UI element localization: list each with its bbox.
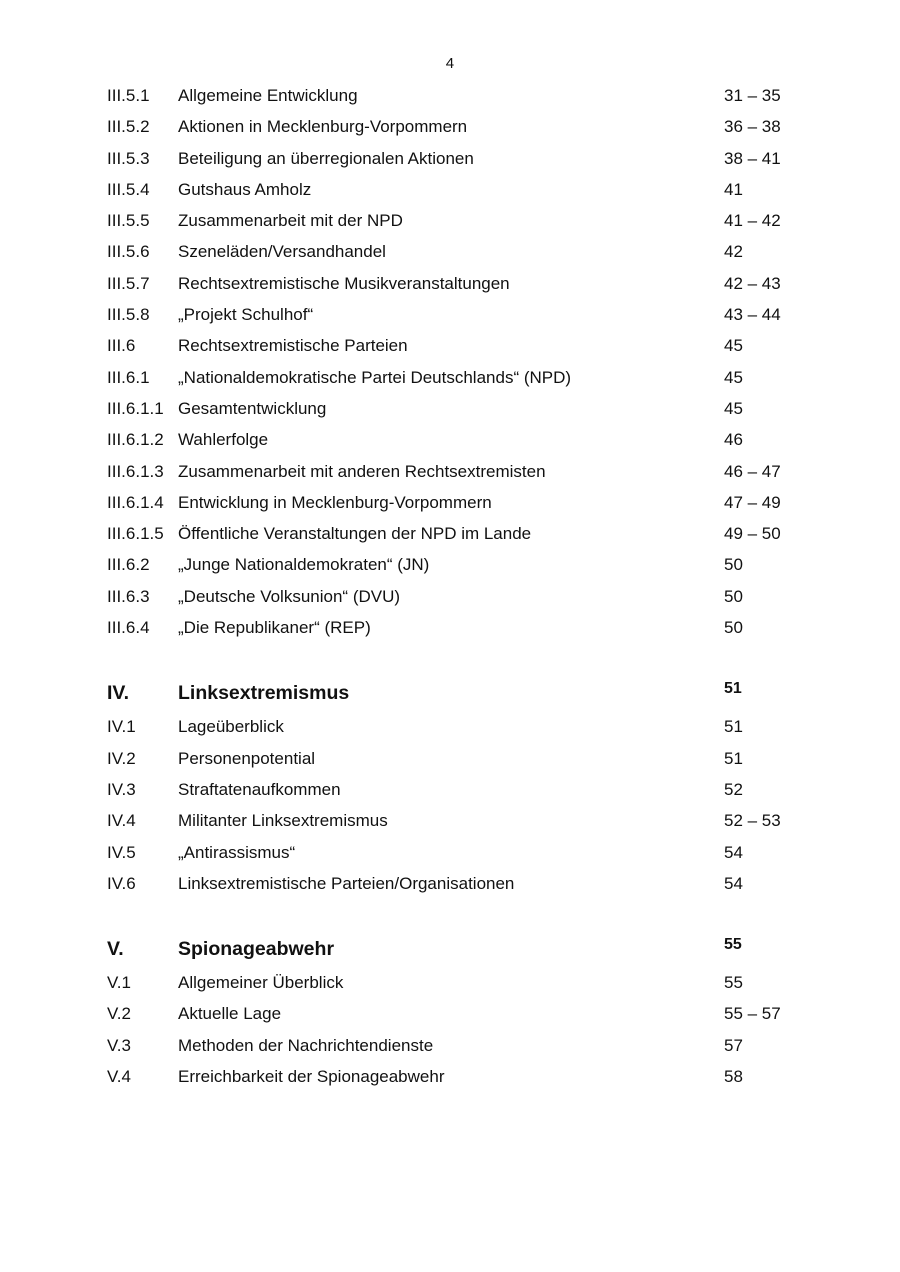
entry-number: III.5.8 bbox=[107, 305, 150, 325]
entry-number: III.5.7 bbox=[107, 273, 150, 293]
entry-title: Methoden der Nachrichtendienste bbox=[178, 1035, 434, 1055]
entry-number: III.6.4 bbox=[107, 618, 150, 638]
entry-number: IV.5 bbox=[107, 842, 136, 862]
entry-number: III.6 bbox=[107, 336, 136, 356]
entry-number: IV.2 bbox=[107, 748, 136, 768]
toc-entry-III-5-4[interactable] bbox=[107, 174, 807, 205]
toc-entry-III-5-8[interactable] bbox=[107, 299, 807, 330]
entry-title: Zusammenarbeit mit anderen Rechtsextremisten bbox=[178, 461, 546, 481]
toc-entry-IV-2[interactable] bbox=[107, 743, 807, 774]
toc-entry-III-5-2[interactable] bbox=[107, 111, 807, 142]
entry-title: „Deutsche Volksunion“ (DVU) bbox=[178, 586, 401, 606]
toc-entry-IV-4[interactable] bbox=[107, 805, 807, 836]
toc-entry-IV-3[interactable] bbox=[107, 774, 807, 805]
entry-title: Gesamtentwicklung bbox=[178, 398, 327, 418]
toc-entry-III-5-3[interactable] bbox=[107, 143, 807, 174]
entry-title: Aktionen in Mecklenburg-Vorpommern bbox=[178, 117, 468, 137]
entry-number: V.2 bbox=[107, 1004, 131, 1024]
entry-pages: 45 bbox=[724, 398, 743, 418]
entry-pages: 36 – 38 bbox=[724, 117, 781, 137]
toc-entry-III-6-3[interactable] bbox=[107, 581, 807, 612]
entry-pages: 55 – 57 bbox=[724, 1004, 781, 1024]
entry-title: Zusammenarbeit mit der NPD bbox=[178, 211, 403, 231]
section-spacer bbox=[107, 643, 807, 675]
toc-heading-V[interactable] bbox=[107, 931, 807, 967]
entry-title: Öffentliche Veranstaltungen der NPD im Lande bbox=[178, 524, 532, 544]
entry-pages: 42 bbox=[724, 242, 743, 262]
toc-entry-V-3[interactable] bbox=[107, 1030, 807, 1061]
entry-number: III.6.1.3 bbox=[107, 461, 164, 481]
heading-title: Linksextremismus bbox=[178, 682, 350, 705]
heading-number: IV. bbox=[107, 682, 130, 705]
entry-number: III.6.1.4 bbox=[107, 492, 164, 512]
entry-pages: 46 bbox=[724, 430, 743, 450]
entry-pages: 58 bbox=[724, 1067, 743, 1087]
toc-entry-III-5-7[interactable] bbox=[107, 268, 807, 299]
toc-entry-III-6-1-1[interactable] bbox=[107, 393, 807, 424]
entry-title: Gutshaus Amholz bbox=[178, 179, 312, 199]
entry-pages: 45 bbox=[724, 336, 743, 356]
toc-entry-III-6-1-5[interactable] bbox=[107, 518, 807, 549]
toc-entry-IV-5[interactable] bbox=[107, 837, 807, 868]
entry-pages: 57 bbox=[724, 1035, 743, 1055]
entry-title: Allgemeine Entwicklung bbox=[178, 86, 358, 105]
entry-title: Personenpotential bbox=[178, 748, 316, 768]
entry-number: IV.4 bbox=[107, 811, 136, 831]
entry-pages: 54 bbox=[724, 842, 743, 862]
entry-title: Wahlerfolge bbox=[178, 430, 269, 450]
entry-number: IV.3 bbox=[107, 779, 136, 799]
entry-number: III.5.5 bbox=[107, 211, 150, 231]
entry-pages: 47 – 49 bbox=[724, 492, 781, 512]
entry-pages: 55 bbox=[724, 973, 743, 993]
entry-title: Lageüberblick bbox=[178, 717, 284, 737]
entry-pages: 52 bbox=[724, 779, 743, 799]
entry-pages: 41 bbox=[724, 179, 743, 199]
entry-title: Rechtsextremistische Parteien bbox=[178, 336, 408, 356]
entry-title: Entwicklung in Mecklenburg-Vorpommern bbox=[178, 492, 492, 512]
entry-title: Straftatenaufkommen bbox=[178, 779, 341, 799]
toc-entry-III-6-1-2[interactable] bbox=[107, 424, 807, 455]
page-number: 4 bbox=[445, 55, 455, 72]
entry-pages: 51 bbox=[724, 748, 743, 768]
toc-entry-III-6-2[interactable] bbox=[107, 549, 807, 580]
toc-entry-V-4[interactable] bbox=[107, 1061, 807, 1092]
entry-number: III.5.4 bbox=[107, 179, 150, 199]
toc-entry-III-6-4[interactable] bbox=[107, 612, 807, 643]
toc-section-3-continued bbox=[107, 80, 807, 643]
entry-pages: 51 bbox=[724, 717, 743, 737]
toc-entry-IV-6[interactable] bbox=[107, 868, 807, 899]
entry-number: III.5.3 bbox=[107, 148, 150, 168]
entry-pages: 45 bbox=[724, 367, 743, 387]
entry-title: „Die Republikaner“ (REP) bbox=[178, 618, 371, 638]
toc-entry-III-5-1[interactable] bbox=[107, 80, 807, 111]
entry-title: „Antirassismus“ bbox=[178, 842, 296, 862]
toc-entry-III-5-6[interactable] bbox=[107, 236, 807, 267]
entry-title: Beteiligung an überregionalen Aktionen bbox=[178, 148, 474, 168]
entry-title: „Nationaldemokratische Partei Deutschlands“ (NPD) bbox=[178, 367, 572, 387]
toc-entry-III-6-1-3[interactable] bbox=[107, 456, 807, 487]
entry-pages: 31 – 35 bbox=[724, 86, 781, 105]
entry-title: Rechtsextremistische Musikveranstaltungen bbox=[178, 273, 510, 293]
entry-pages: 49 – 50 bbox=[724, 524, 781, 544]
entry-number: V.3 bbox=[107, 1035, 131, 1055]
entry-pages: 41 – 42 bbox=[724, 211, 781, 231]
toc-section-4 bbox=[107, 675, 807, 899]
toc-section-5 bbox=[107, 931, 807, 1092]
entry-number: IV.6 bbox=[107, 873, 136, 893]
entry-title: Aktuelle Lage bbox=[178, 1004, 282, 1024]
entry-number: III.6.2 bbox=[107, 555, 150, 575]
entry-pages: 50 bbox=[724, 555, 743, 575]
entry-number: III.5.6 bbox=[107, 242, 150, 262]
entry-title: „Junge Nationaldemokraten“ (JN) bbox=[178, 555, 430, 575]
heading-number: V. bbox=[107, 938, 124, 961]
entry-title: Allgemeiner Überblick bbox=[178, 973, 344, 993]
entry-pages: 50 bbox=[724, 618, 743, 638]
entry-number: V.4 bbox=[107, 1067, 131, 1087]
entry-number: III.5.1 bbox=[107, 86, 150, 105]
entry-number: III.5.2 bbox=[107, 117, 150, 137]
entry-title: Szeneläden/Versandhandel bbox=[178, 242, 386, 262]
entry-pages: 52 – 53 bbox=[724, 811, 781, 831]
toc-entry-III-6-1[interactable] bbox=[107, 362, 807, 393]
entry-pages: 43 – 44 bbox=[724, 305, 781, 325]
heading-pages: 55 bbox=[724, 936, 742, 954]
entry-title: Linksextremistische Parteien/Organisationen bbox=[178, 873, 515, 893]
section-spacer bbox=[107, 899, 807, 931]
entry-title: „Projekt Schulhof“ bbox=[178, 305, 314, 325]
heading-title: Spionageabwehr bbox=[178, 938, 335, 961]
entry-pages: 50 bbox=[724, 586, 743, 606]
toc-entry-III-6[interactable] bbox=[107, 330, 807, 361]
toc-entry-III-5-5[interactable] bbox=[107, 205, 807, 236]
entry-number: III.6.1 bbox=[107, 367, 150, 387]
entry-pages: 54 bbox=[724, 873, 743, 893]
entry-pages: 46 – 47 bbox=[724, 461, 781, 481]
entry-title: Militanter Linksextremismus bbox=[178, 811, 388, 831]
toc-entry-V-1[interactable] bbox=[107, 967, 807, 998]
entry-number: III.6.1.1 bbox=[107, 398, 164, 418]
table-of-contents bbox=[107, 80, 807, 1092]
entry-number: V.1 bbox=[107, 973, 131, 993]
entry-number: IV.1 bbox=[107, 717, 136, 737]
entry-pages: 42 – 43 bbox=[724, 273, 781, 293]
entry-pages: 38 – 41 bbox=[724, 148, 781, 168]
entry-title: Erreichbarkeit der Spionageabwehr bbox=[178, 1067, 445, 1087]
toc-entry-V-2[interactable] bbox=[107, 998, 807, 1029]
heading-pages: 51 bbox=[724, 680, 742, 698]
entry-number: III.6.3 bbox=[107, 586, 150, 606]
entry-number: III.6.1.2 bbox=[107, 430, 164, 450]
toc-heading-IV[interactable] bbox=[107, 675, 807, 711]
toc-entry-III-6-1-4[interactable] bbox=[107, 487, 807, 518]
entry-number: III.6.1.5 bbox=[107, 524, 164, 544]
toc-entry-IV-1[interactable] bbox=[107, 711, 807, 742]
